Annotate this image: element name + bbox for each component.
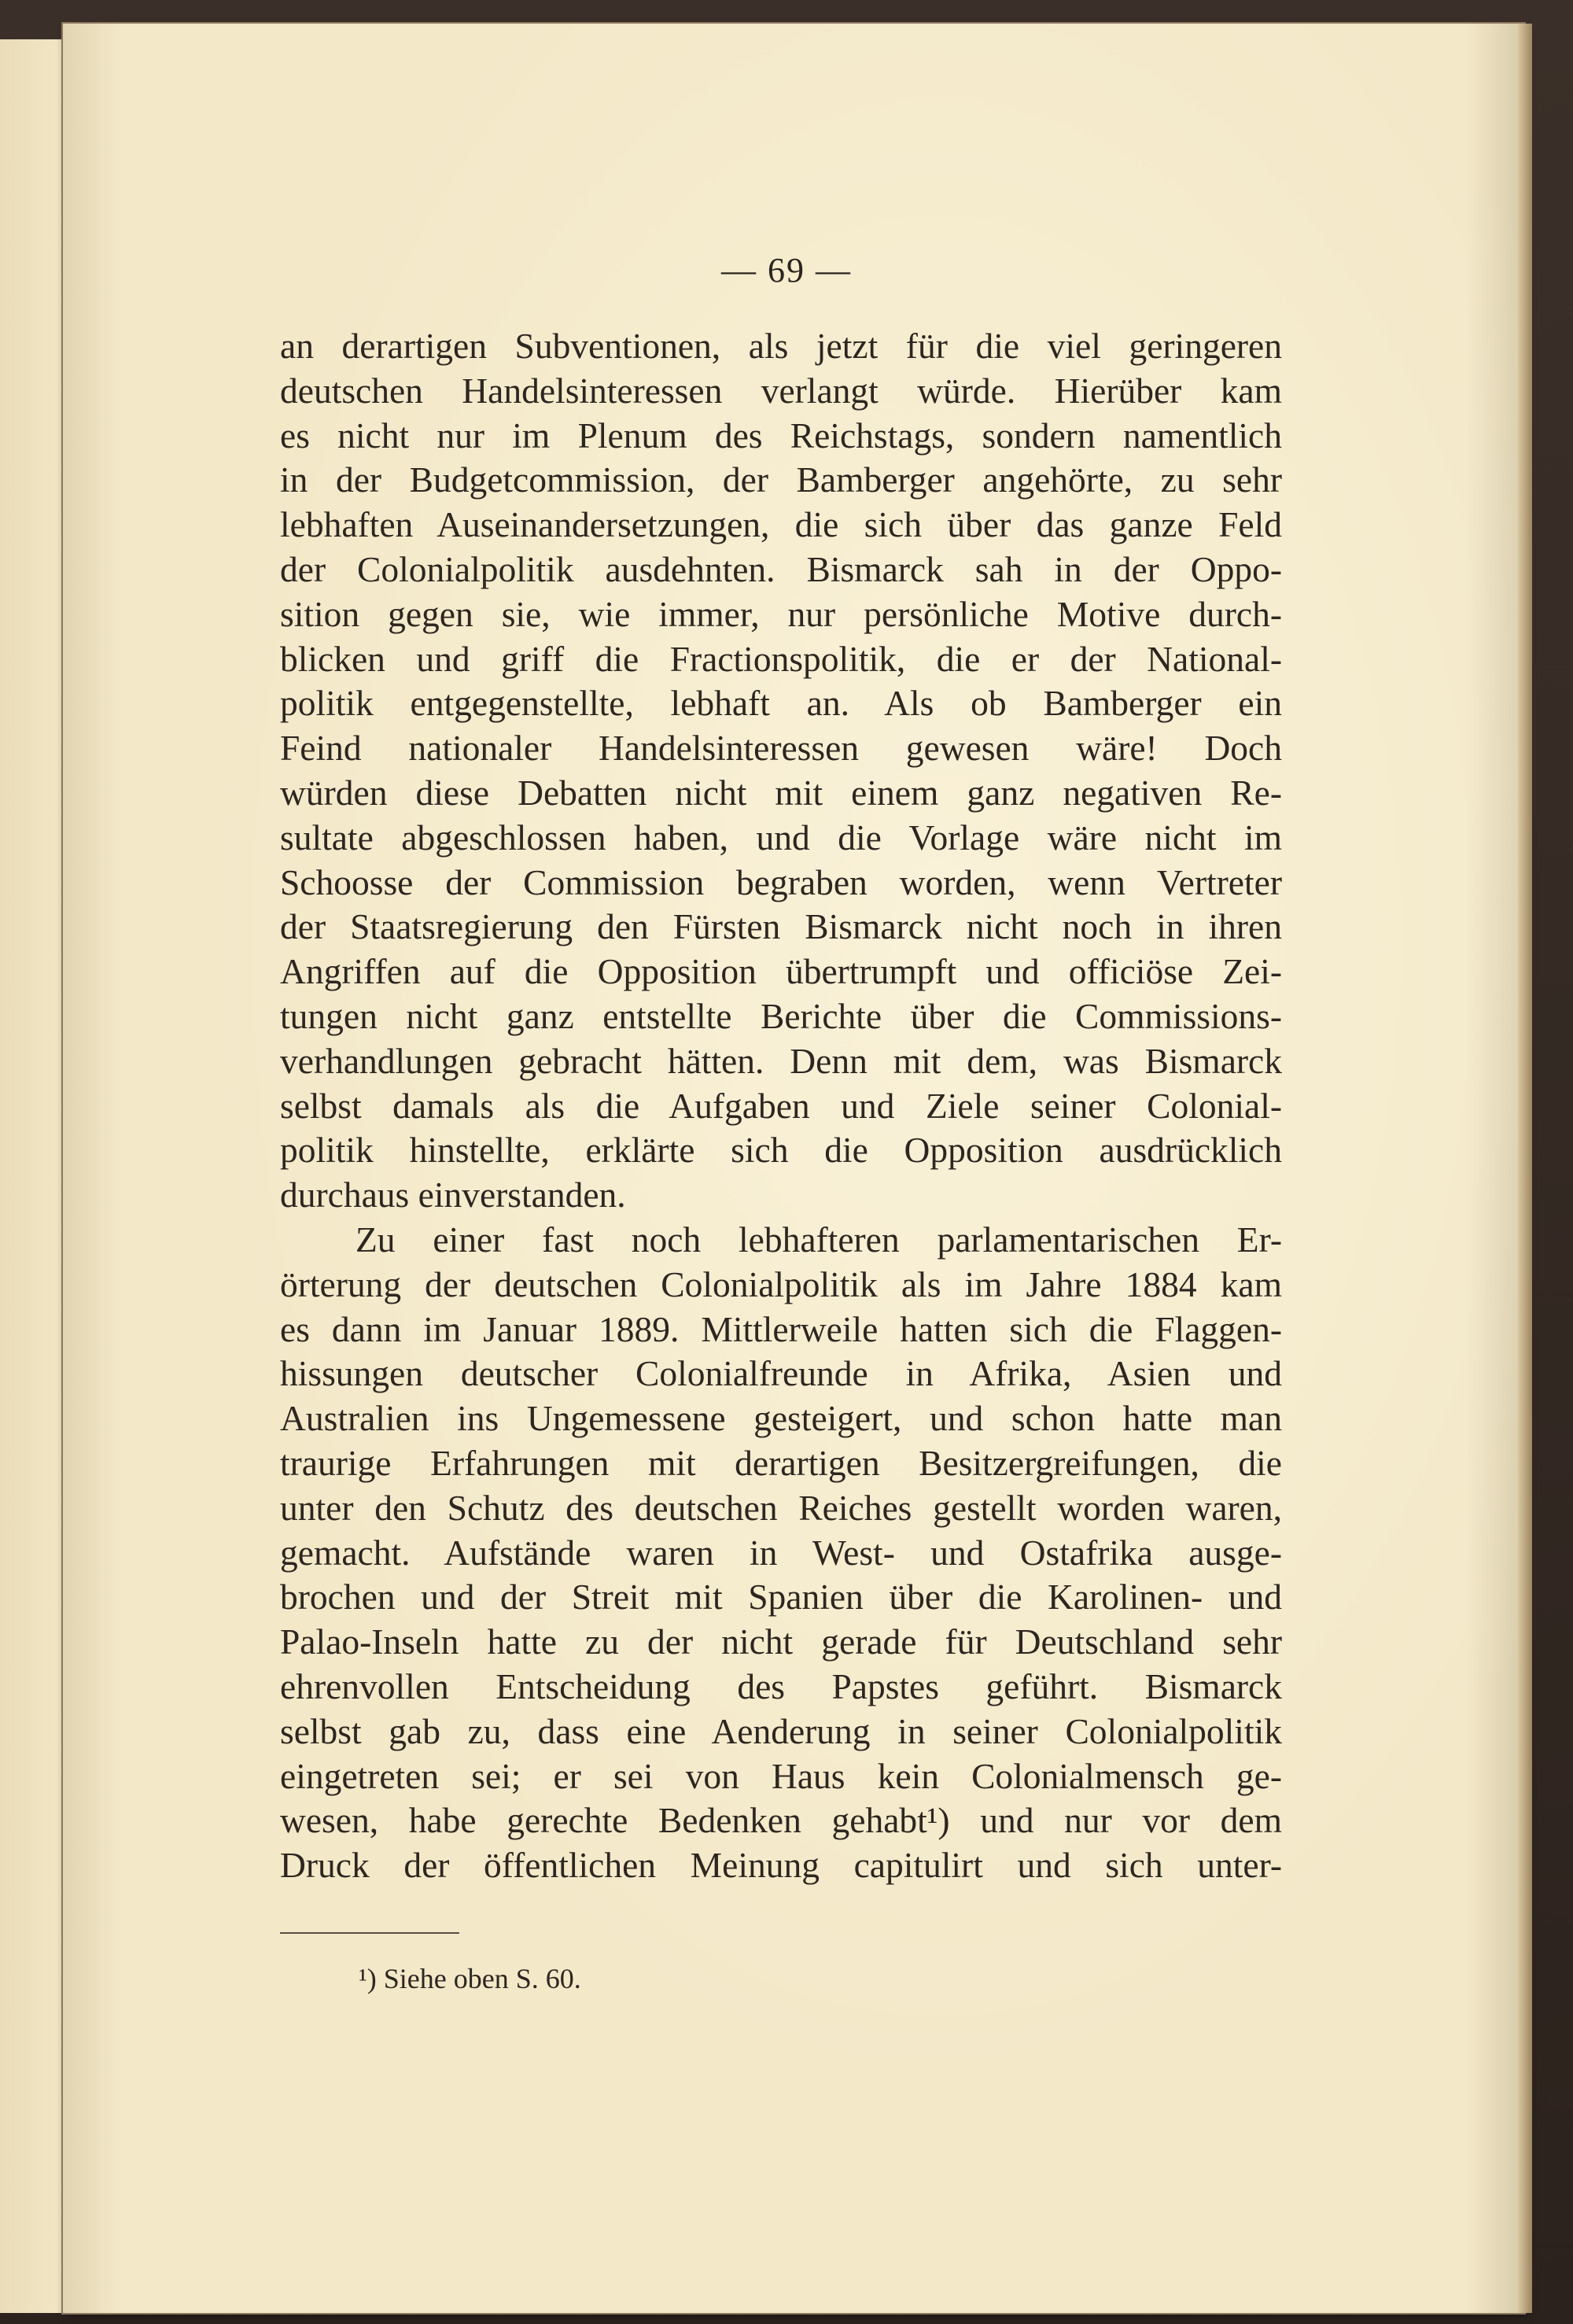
text-line: unter den Schutz des deutschen Reiches gestellt worden waren, — [280, 1487, 1282, 1528]
text-line: brochen und der Streit mit Spanien über die Karolinen- und — [280, 1577, 1282, 1618]
text-line: Druck der öffentlichen Meinung capitulirt und sich unter- — [280, 1845, 1282, 1886]
text-line: traurige Erfahrungen mit derartigen Besitzergreifungen, die — [280, 1442, 1282, 1483]
footnote-rule — [280, 1932, 459, 1934]
text-line: Australien ins Ungemessene gesteigert, und schon hatte man — [280, 1398, 1282, 1439]
text-line: sition gegen sie, wie immer, nur persönliche Motive durch- — [280, 593, 1282, 634]
text-line: lebhaften Auseinandersetzungen, die sich über das ganze Feld — [280, 504, 1282, 545]
text-line: Angriffen auf die Opposition übertrumpft und officiöse Zei- — [280, 951, 1282, 992]
footnote: ¹) Siehe oben S. 60. — [359, 1963, 581, 1994]
text-line: Palao-Inseln hatte zu der nicht gerade für Deutschland sehr — [280, 1621, 1282, 1662]
text-line: politik hinstellte, erklärte sich die Opposition ausdrücklich — [280, 1130, 1282, 1171]
body-text — [280, 324, 1282, 1888]
text-line: es dann im Januar 1889. Mittlerweile hatten sich die Flaggen- — [280, 1308, 1282, 1349]
text-line: Zu einer fast noch lebhafteren parlamentarischen Er- — [355, 1219, 1282, 1260]
text-line: der Colonialpolitik ausdehnten. Bismarck sah in der Oppo- — [280, 548, 1282, 589]
text-line: eingetreten sei; er sei von Haus kein Colonialmensch ge- — [280, 1755, 1282, 1796]
page-right-edge — [1518, 24, 1532, 2313]
text-line: verhandlungen gebracht hätten. Denn mit dem, was Bismarck — [280, 1040, 1282, 1081]
text-line: politik entgegenstellte, lebhaft an. Als ob Bamberger ein — [280, 683, 1282, 724]
text-line: deutschen Handelsinteressen verlangt würde. Hierüber kam — [280, 370, 1282, 411]
text-line: in der Budgetcommission, der Bamberger angehörte, zu sehr — [280, 459, 1282, 500]
text-line: selbst damals als die Aufgaben und Ziele seiner Colonial- — [280, 1085, 1282, 1126]
text-line: würden diese Debatten nicht mit einem ganz negativen Re- — [280, 772, 1282, 813]
text-line: hissungen deutscher Colonialfreunde in Afrika, Asien und — [280, 1353, 1282, 1394]
text-line: an derartigen Subventionen, als jetzt für die viel geringeren — [280, 326, 1282, 366]
text-line: wesen, habe gerechte Bedenken gehabt¹) und nur vor dem — [280, 1800, 1282, 1841]
page-number-header: — 69 — — [721, 251, 852, 290]
text-line: gemacht. Aufstände waren in West- und Ostafrika ausge- — [280, 1532, 1282, 1573]
text-line: sultate abgeschlossen haben, und die Vorlage wäre nicht im — [280, 817, 1282, 858]
text-line: Schoosse der Commission begraben worden, wenn Vertreter — [280, 861, 1282, 902]
text-line: Feind nationaler Handelsinteressen gewesen wäre! Doch — [280, 728, 1282, 769]
text-line: örterung der deutschen Colonialpolitik als im Jahre 1884 kam — [280, 1263, 1282, 1304]
text-line: blicken und griff die Fractionspolitik, die er der National- — [280, 638, 1282, 679]
text-line: ehrenvollen Entscheidung des Papstes geführt. Bismarck — [280, 1666, 1282, 1706]
text-line: tungen nicht ganz entstellte Berichte über die Commissions- — [280, 995, 1282, 1036]
text-line: durchaus einverstanden. — [280, 1175, 626, 1215]
text-line: der Staatsregierung den Fürsten Bismarck nicht noch in ihren — [280, 906, 1282, 947]
text-line: selbst gab zu, dass eine Aenderung in seiner Colonialpolitik — [280, 1710, 1282, 1751]
text-line: es nicht nur im Plenum des Reichstags, sondern namentlich — [280, 415, 1282, 456]
